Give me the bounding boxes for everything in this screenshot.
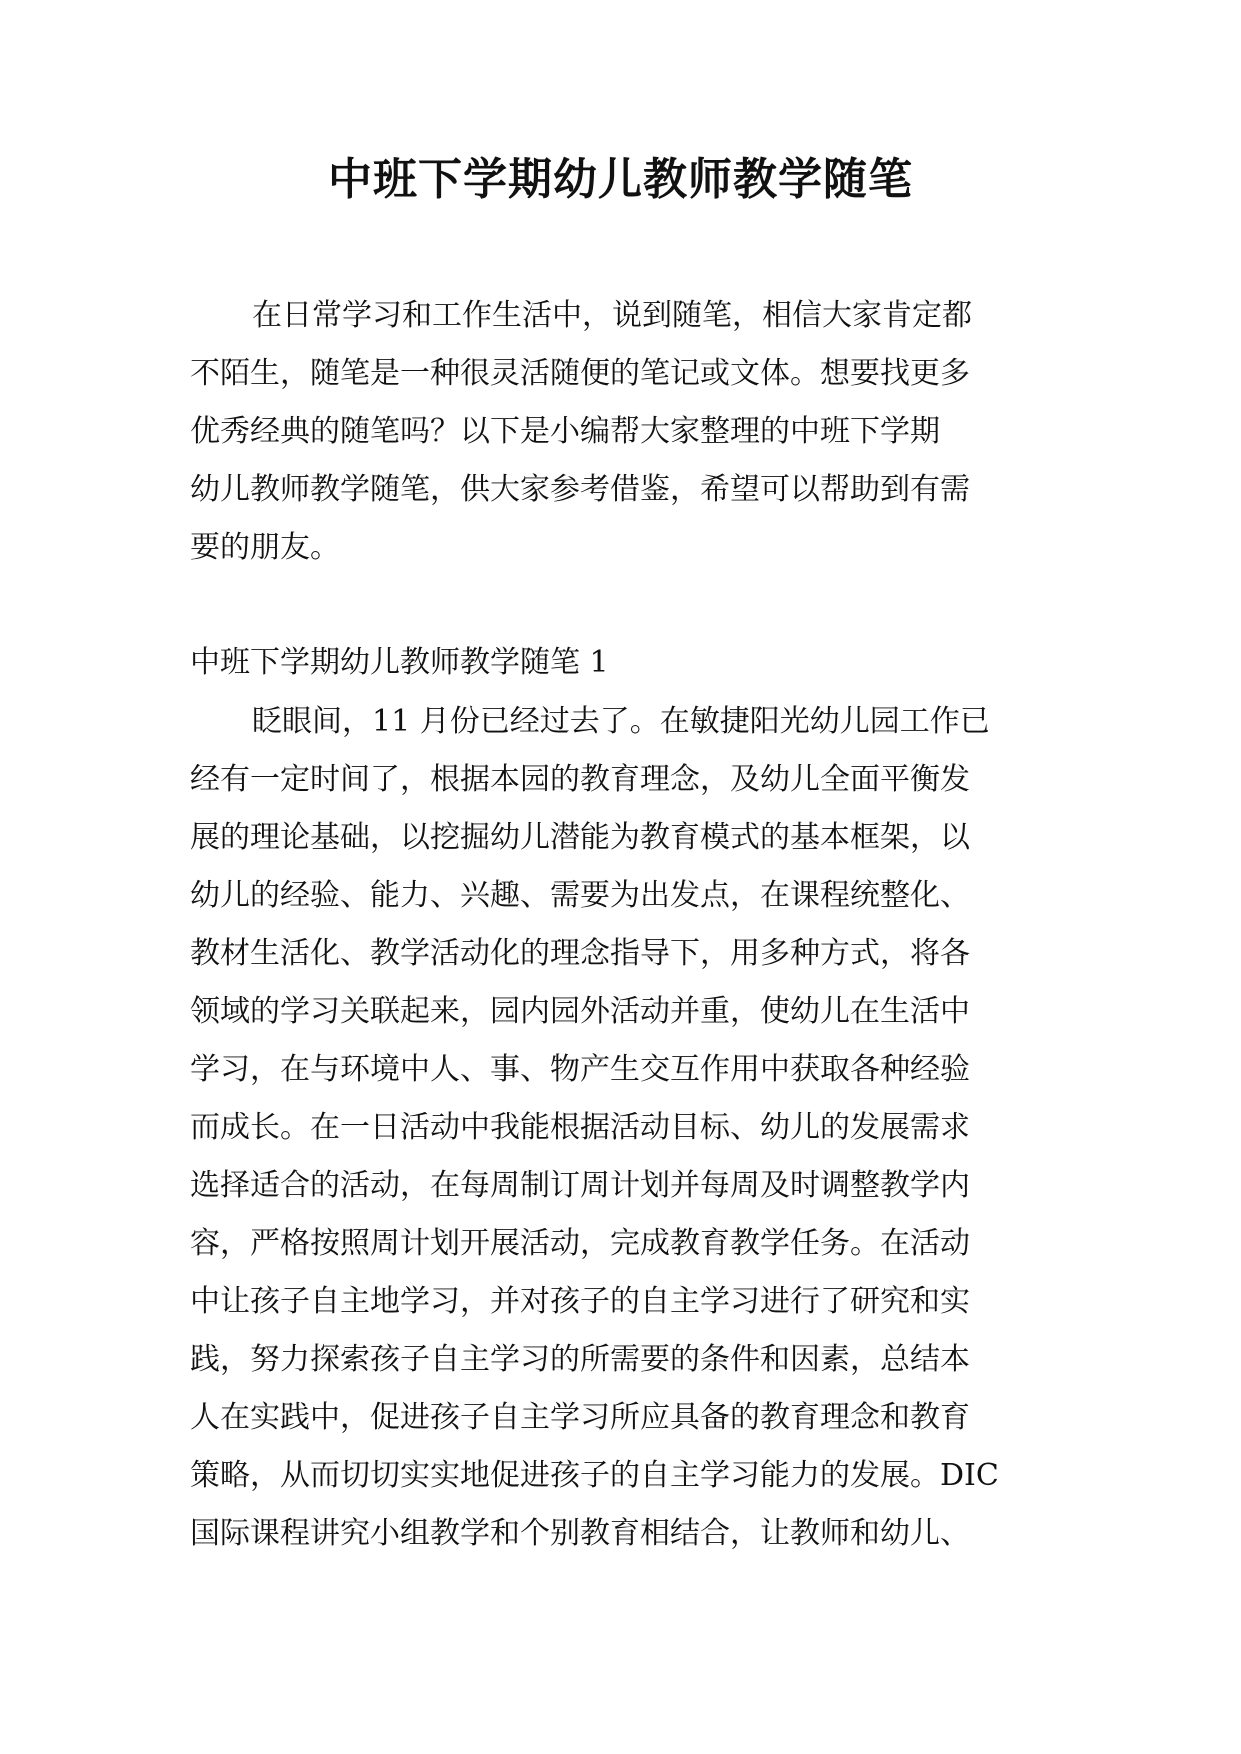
section-line: 学习，在与环境中人、事、物产生交互作用中获取各种经验 [190,1052,970,1087]
section-line: 选择适合的活动，在每周制订周计划并每周及时调整教学内 [190,1168,970,1203]
intro-line: 优秀经典的随笔吗？以下是小编帮大家整理的中班下学期 [190,414,940,449]
section-line: 而成长。在一日活动中我能根据活动目标、幼儿的发展需求 [190,1110,970,1145]
section-line: 践，努力探索孩子自主学习的所需要的条件和因素，总结本 [190,1342,970,1377]
section-line: 领域的学习关联起来，园内园外活动并重，使幼儿在生活中 [190,994,970,1029]
section-line: 国际课程讲究小组教学和个别教育相结合，让教师和幼儿、 [190,1516,970,1551]
document-title: 中班下学期幼儿教师教学随笔 [328,154,913,205]
intro-paragraph [190,287,1060,577]
section-line: 策略，从而切切实实地促进孩子的自主学习能力的发展。DIC [190,1458,999,1493]
section-line: 展的理论基础，以挖掘幼儿潜能为教育模式的基本框架，以 [190,820,970,855]
section-line: 眨眼间，11 月份已经过去了。在敏捷阳光幼儿园工作已 [252,704,990,739]
intro-line: 不陌生，随笔是一种很灵活随便的笔记或文体。想要找更多 [190,356,970,391]
section-line: 人在实践中，促进孩子自主学习所应具备的教育理念和教育 [190,1400,970,1435]
section-line: 容，严格按照周计划开展活动，完成教育教学任务。在活动 [190,1226,970,1261]
intro-line: 要的朋友。 [190,530,340,565]
section-line: 教材生活化、教学活动化的理念指导下，用多种方式，将各 [190,936,970,971]
section-line: 中让孩子自主地学习，并对孩子的自主学习进行了研究和实 [190,1284,970,1319]
section-paragraph [190,693,1060,1563]
section-heading: 中班下学期幼儿教师教学随笔 1 [190,645,609,680]
section-line: 经有一定时间了，根据本园的教育理念，及幼儿全面平衡发 [190,762,970,797]
section-line: 幼儿的经验、能力、兴趣、需要为出发点，在课程统整化、 [190,878,970,913]
intro-line: 幼儿教师教学随笔，供大家参考借鉴，希望可以帮助到有需 [190,472,970,507]
intro-line: 在日常学习和工作生活中，说到随笔，相信大家肯定都 [252,298,972,333]
